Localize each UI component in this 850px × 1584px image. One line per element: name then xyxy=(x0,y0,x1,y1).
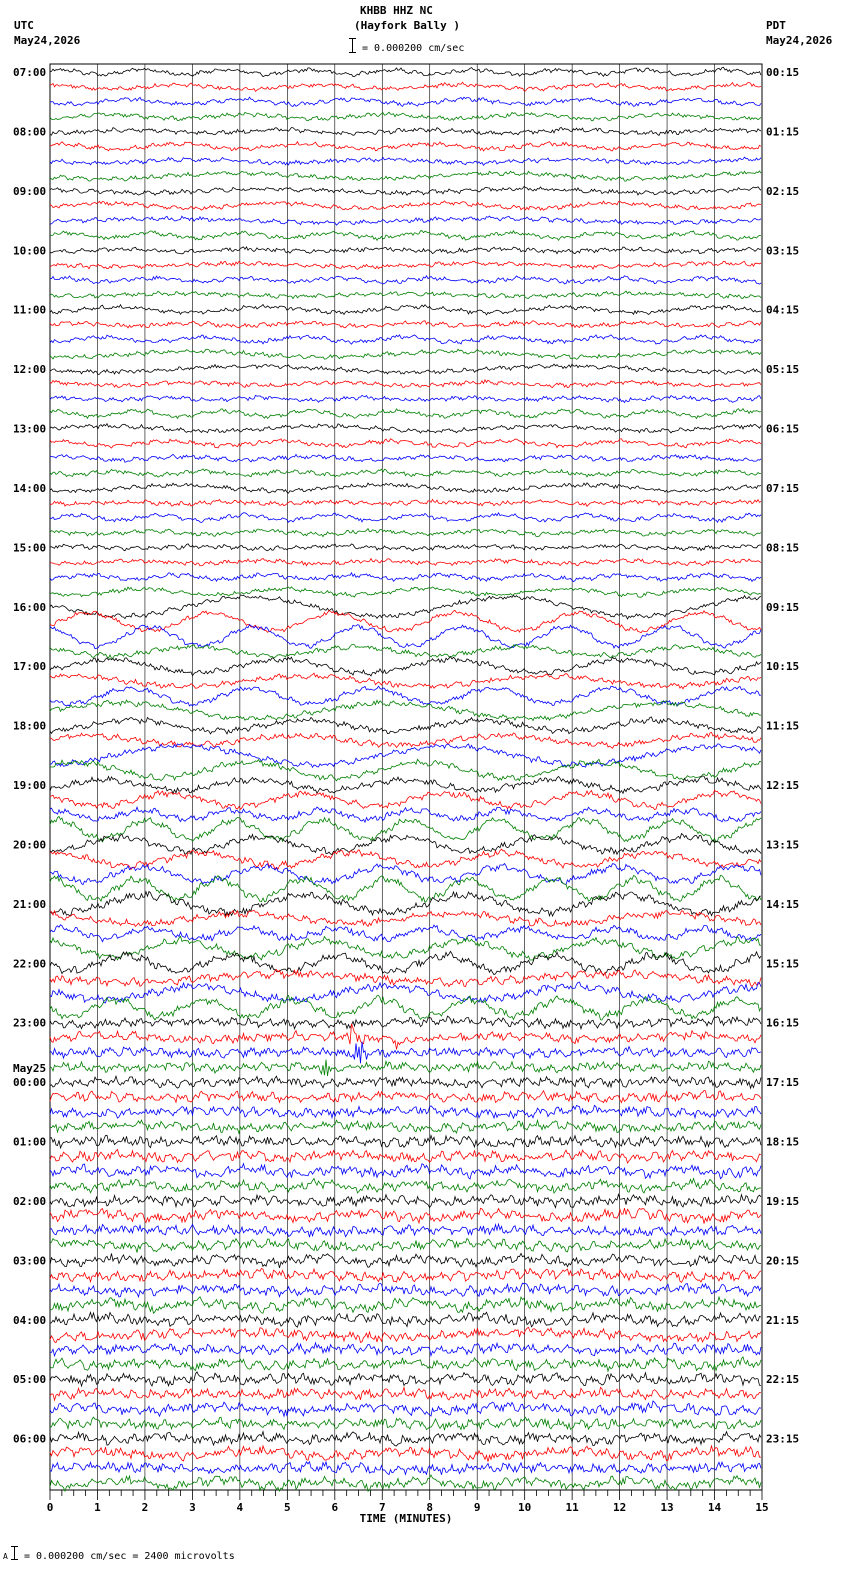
trace-line xyxy=(50,469,761,477)
trace-line xyxy=(50,1268,761,1282)
trace-line xyxy=(50,1150,761,1164)
pdt-hour-label: 09:15 xyxy=(766,600,800,614)
utc-hour-label: 21:00 xyxy=(13,897,47,911)
trace-line xyxy=(50,157,761,165)
station-site: (Hayfork Bally ) xyxy=(354,19,460,32)
trace-line xyxy=(50,1105,761,1118)
x-tick-label: 5 xyxy=(284,1501,291,1514)
utc-hour-label: 15:00 xyxy=(13,541,47,555)
right-date: May24,2026 xyxy=(766,34,833,47)
trace-line xyxy=(50,759,761,781)
trace-line xyxy=(50,732,761,748)
trace-line xyxy=(50,67,761,76)
pdt-hour-label: 08:15 xyxy=(766,541,800,555)
scale-label: = 0.000200 cm/sec xyxy=(362,43,465,54)
trace-line xyxy=(50,790,761,809)
trace-line xyxy=(50,776,761,793)
trace-line xyxy=(50,424,761,433)
utc-hour-label: 03:00 xyxy=(13,1254,47,1268)
trace-line xyxy=(50,261,761,269)
pdt-hour-label: 16:15 xyxy=(766,1016,800,1030)
trace-line xyxy=(50,1372,761,1386)
pdt-hour-label: 22:15 xyxy=(766,1373,800,1387)
trace-line xyxy=(50,142,761,151)
pdt-hour-label: 21:15 xyxy=(766,1313,800,1327)
pdt-hour-label: 23:15 xyxy=(766,1432,800,1446)
utc-hour-label: 14:00 xyxy=(13,481,47,495)
utc-hour-label: 16:00 xyxy=(13,600,47,614)
utc-hour-label: 11:00 xyxy=(13,303,47,317)
trace-line xyxy=(50,700,761,721)
utc-hour-label: 00:00 xyxy=(13,1076,47,1090)
footer-scale-bar-icon xyxy=(14,1546,15,1560)
trace-line xyxy=(50,97,761,106)
trace-line xyxy=(50,673,761,689)
pdt-hour-label: 17:15 xyxy=(766,1076,800,1090)
pdt-hour-label: 18:15 xyxy=(766,1135,800,1149)
x-axis-title: TIME (MINUTES) xyxy=(359,1512,453,1525)
trace-line xyxy=(50,1343,761,1356)
pdt-hour-label: 12:15 xyxy=(766,779,800,792)
trace-line xyxy=(50,1076,761,1088)
utc-hour-label: 13:00 xyxy=(13,422,47,436)
x-tick-label: 14 xyxy=(707,1501,722,1514)
trace-line xyxy=(50,657,761,676)
trace-line xyxy=(50,409,761,419)
utc-hour-label: 04:00 xyxy=(13,1313,47,1327)
trace-line xyxy=(50,1179,761,1194)
trace-line xyxy=(50,395,761,402)
footer-scale-note: = 0.000200 cm/sec = 2400 microvolts xyxy=(24,1551,235,1562)
trace-line xyxy=(50,454,761,462)
x-tick-label: 10 xyxy=(518,1501,532,1514)
trace-line xyxy=(50,1208,761,1224)
left-timezone: UTC xyxy=(14,19,34,32)
pdt-hour-label: 14:15 xyxy=(766,897,800,911)
x-tick-label: 6 xyxy=(331,1501,339,1514)
utc-hour-label: 20:00 xyxy=(13,838,47,852)
x-tick-label: 11 xyxy=(565,1501,579,1514)
trace-line xyxy=(50,276,761,284)
trace-line xyxy=(50,187,761,196)
x-tick-label: 12 xyxy=(612,1501,627,1514)
trace-line xyxy=(50,1239,761,1253)
left-date: May24,2026 xyxy=(14,34,81,47)
trace-line xyxy=(50,1297,761,1314)
trace-line xyxy=(50,247,761,254)
trace-line xyxy=(50,1135,761,1148)
trace-line xyxy=(50,595,761,619)
utc-hour-label: 08:00 xyxy=(13,125,47,139)
trace-line xyxy=(50,1462,761,1475)
pdt-hour-label: 10:15 xyxy=(766,660,800,674)
trace-line xyxy=(50,1224,761,1237)
x-tick-label: 4 xyxy=(236,1501,244,1514)
trace-line xyxy=(50,529,761,537)
trace-line xyxy=(50,231,761,241)
utc-hour-label: 02:00 xyxy=(13,1194,47,1208)
trace-line xyxy=(50,1016,761,1029)
pdt-hour-label: 00:15 xyxy=(766,66,800,79)
trace-line xyxy=(50,499,761,506)
trace-line xyxy=(50,573,761,582)
trace-line xyxy=(50,1060,761,1076)
utc-hour-label: 19:00 xyxy=(13,779,47,792)
trace-line xyxy=(50,128,761,136)
trace-line xyxy=(50,201,761,210)
trace-line xyxy=(50,1254,761,1268)
pdt-hour-label: 07:15 xyxy=(766,481,800,495)
trace-line xyxy=(50,1194,761,1207)
utc-hour-label: 09:00 xyxy=(13,184,47,198)
x-tick-label: 7 xyxy=(378,1501,386,1514)
trace-line xyxy=(50,1164,761,1179)
trace-line xyxy=(50,1475,761,1491)
day-change-label: May25 xyxy=(13,1062,47,1076)
trace-line xyxy=(50,625,761,649)
trace-line xyxy=(50,1312,761,1327)
x-tick-label: 9 xyxy=(473,1501,481,1514)
trace-line xyxy=(50,513,761,523)
trace-line xyxy=(50,936,761,960)
trace-line xyxy=(50,834,761,855)
utc-hour-label: 17:00 xyxy=(13,660,47,674)
x-tick-label: 2 xyxy=(141,1501,149,1514)
trace-line xyxy=(50,864,761,885)
trace-line xyxy=(50,483,761,493)
trace-line xyxy=(50,1417,761,1430)
trace-line xyxy=(50,349,761,359)
trace-line xyxy=(50,1357,761,1371)
trace-line xyxy=(50,321,761,328)
utc-hour-label: 05:00 xyxy=(13,1373,47,1387)
pdt-hour-label: 05:15 xyxy=(766,363,800,377)
utc-hour-label: 23:00 xyxy=(13,1016,47,1030)
trace-line xyxy=(50,1387,761,1400)
x-tick-label: 0 xyxy=(46,1501,54,1514)
trace-line xyxy=(50,1401,761,1416)
pdt-hour-label: 11:15 xyxy=(766,719,800,733)
trace-line xyxy=(50,544,761,551)
utc-hour-label: 12:00 xyxy=(13,363,47,377)
trace-line xyxy=(50,1327,761,1342)
trace-line xyxy=(50,439,761,448)
trace-line xyxy=(50,1446,761,1462)
plot-frame xyxy=(50,64,762,1490)
trace-line xyxy=(50,995,761,1020)
x-tick-label: 15 xyxy=(755,1501,769,1514)
utc-hour-label: 01:00 xyxy=(13,1135,47,1149)
trace-line xyxy=(50,875,761,902)
utc-hour-label: 07:00 xyxy=(13,66,47,79)
station-title: KHBB HHZ NC xyxy=(360,4,433,17)
trace-line xyxy=(50,982,761,1003)
trace-line xyxy=(50,1091,761,1103)
trace-line xyxy=(50,717,761,734)
utc-hour-label: 06:00 xyxy=(13,1432,47,1446)
trace-line xyxy=(50,1283,761,1297)
trace-line xyxy=(50,112,761,121)
trace-line xyxy=(50,1024,761,1050)
trace-line xyxy=(50,1432,761,1446)
trace-line xyxy=(50,1042,761,1064)
pdt-hour-label: 01:15 xyxy=(766,125,800,139)
trace-line xyxy=(50,171,761,181)
trace-line xyxy=(50,364,761,374)
trace-line xyxy=(50,587,761,597)
utc-hour-label: 18:00 xyxy=(13,719,47,733)
trace-line xyxy=(50,216,761,225)
trace-line xyxy=(50,380,761,388)
trace-line xyxy=(50,892,761,917)
x-tick-label: 1 xyxy=(94,1501,101,1514)
pdt-hour-label: 02:15 xyxy=(766,184,800,198)
trace-line xyxy=(50,559,761,566)
pdt-hour-label: 06:15 xyxy=(766,422,800,436)
trace-line xyxy=(50,291,761,299)
trace-line xyxy=(50,849,761,869)
pdt-hour-label: 04:15 xyxy=(766,303,800,317)
footer-marker: A xyxy=(3,1552,8,1561)
pdt-hour-label: 13:15 xyxy=(766,838,800,852)
x-tick-label: 8 xyxy=(426,1501,434,1514)
trace-line xyxy=(50,925,761,942)
trace-line xyxy=(50,335,761,344)
trace-line xyxy=(50,951,761,974)
trace-line xyxy=(50,1120,761,1133)
x-tick-label: 3 xyxy=(189,1501,196,1514)
utc-hour-label: 10:00 xyxy=(13,244,47,258)
pdt-hour-label: 20:15 xyxy=(766,1254,800,1268)
utc-hour-label: 22:00 xyxy=(13,957,47,971)
pdt-hour-label: 15:15 xyxy=(766,957,800,971)
pdt-hour-label: 03:15 xyxy=(766,244,800,258)
pdt-hour-label: 19:15 xyxy=(766,1194,800,1208)
trace-line xyxy=(50,305,761,315)
trace-line xyxy=(50,82,761,91)
right-timezone: PDT xyxy=(766,19,786,32)
x-tick-label: 13 xyxy=(660,1501,674,1514)
